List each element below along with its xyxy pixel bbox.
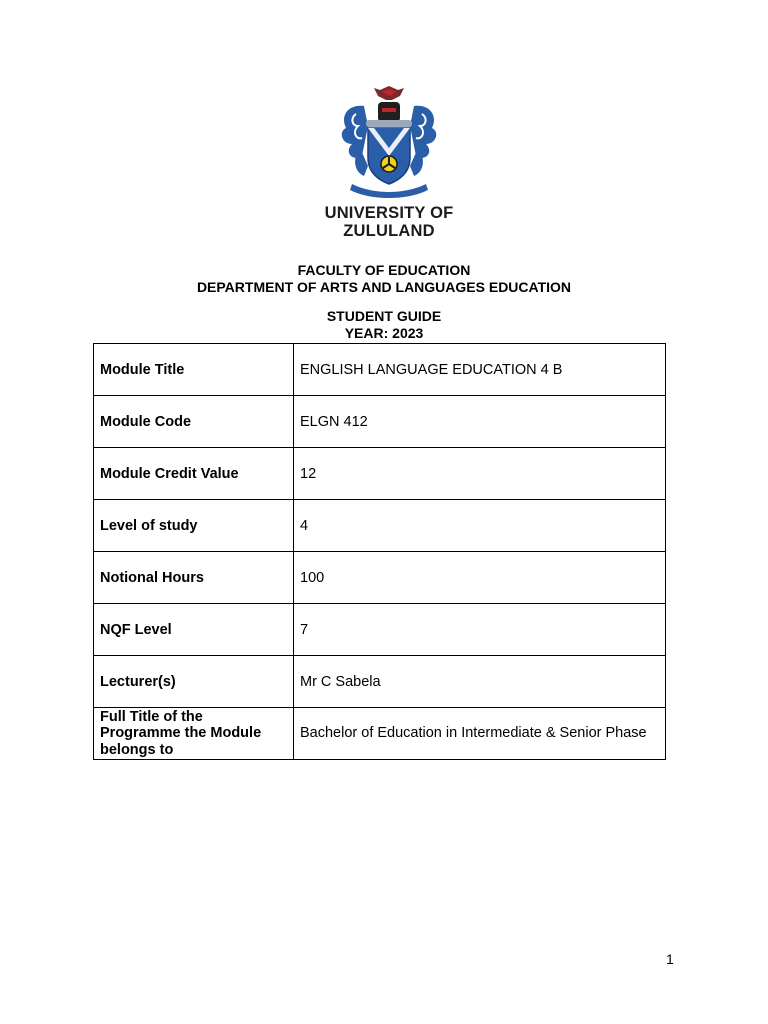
guide-heading: STUDENT GUIDE [326, 308, 442, 324]
row-label: Module Title [94, 344, 294, 396]
page-number: 1 [666, 951, 674, 967]
department-heading: DEPARTMENT OF ARTS AND LANGUAGES EDUCATION [196, 279, 572, 295]
table-row [94, 344, 666, 396]
row-value: 100 [294, 552, 666, 604]
row-value: 4 [294, 500, 666, 552]
table-row [94, 500, 666, 552]
row-label: Lecturer(s) [94, 656, 294, 708]
row-label: Full Title of the Programme the Module belongs to [94, 708, 294, 760]
row-value: Mr C Sabela [294, 656, 666, 708]
university-name [316, 204, 462, 240]
row-label: Level of study [94, 500, 294, 552]
row-value: Bachelor of Education in Intermediate & Senior Phase [294, 708, 666, 760]
table-row [94, 396, 666, 448]
table-row [94, 604, 666, 656]
table-row [94, 708, 666, 760]
table-row [94, 552, 666, 604]
university-name-line2: ZULULAND [343, 222, 435, 240]
table-row [94, 656, 666, 708]
row-label: Module Credit Value [94, 448, 294, 500]
module-info-table [93, 343, 666, 760]
coat-of-arms-icon [330, 86, 448, 200]
row-label: NQF Level [94, 604, 294, 656]
university-name-line1: UNIVERSITY OF [324, 204, 454, 222]
row-value: 12 [294, 448, 666, 500]
table-row [94, 448, 666, 500]
row-value: 7 [294, 604, 666, 656]
row-label: Module Code [94, 396, 294, 448]
row-label: Notional Hours [94, 552, 294, 604]
row-value: ENGLISH LANGUAGE EDUCATION 4 B [294, 344, 666, 396]
row-value: ELGN 412 [294, 396, 666, 448]
faculty-heading: FACULTY OF EDUCATION [297, 262, 471, 278]
university-logo [316, 86, 462, 244]
year-heading: YEAR: 2023 [344, 325, 424, 341]
